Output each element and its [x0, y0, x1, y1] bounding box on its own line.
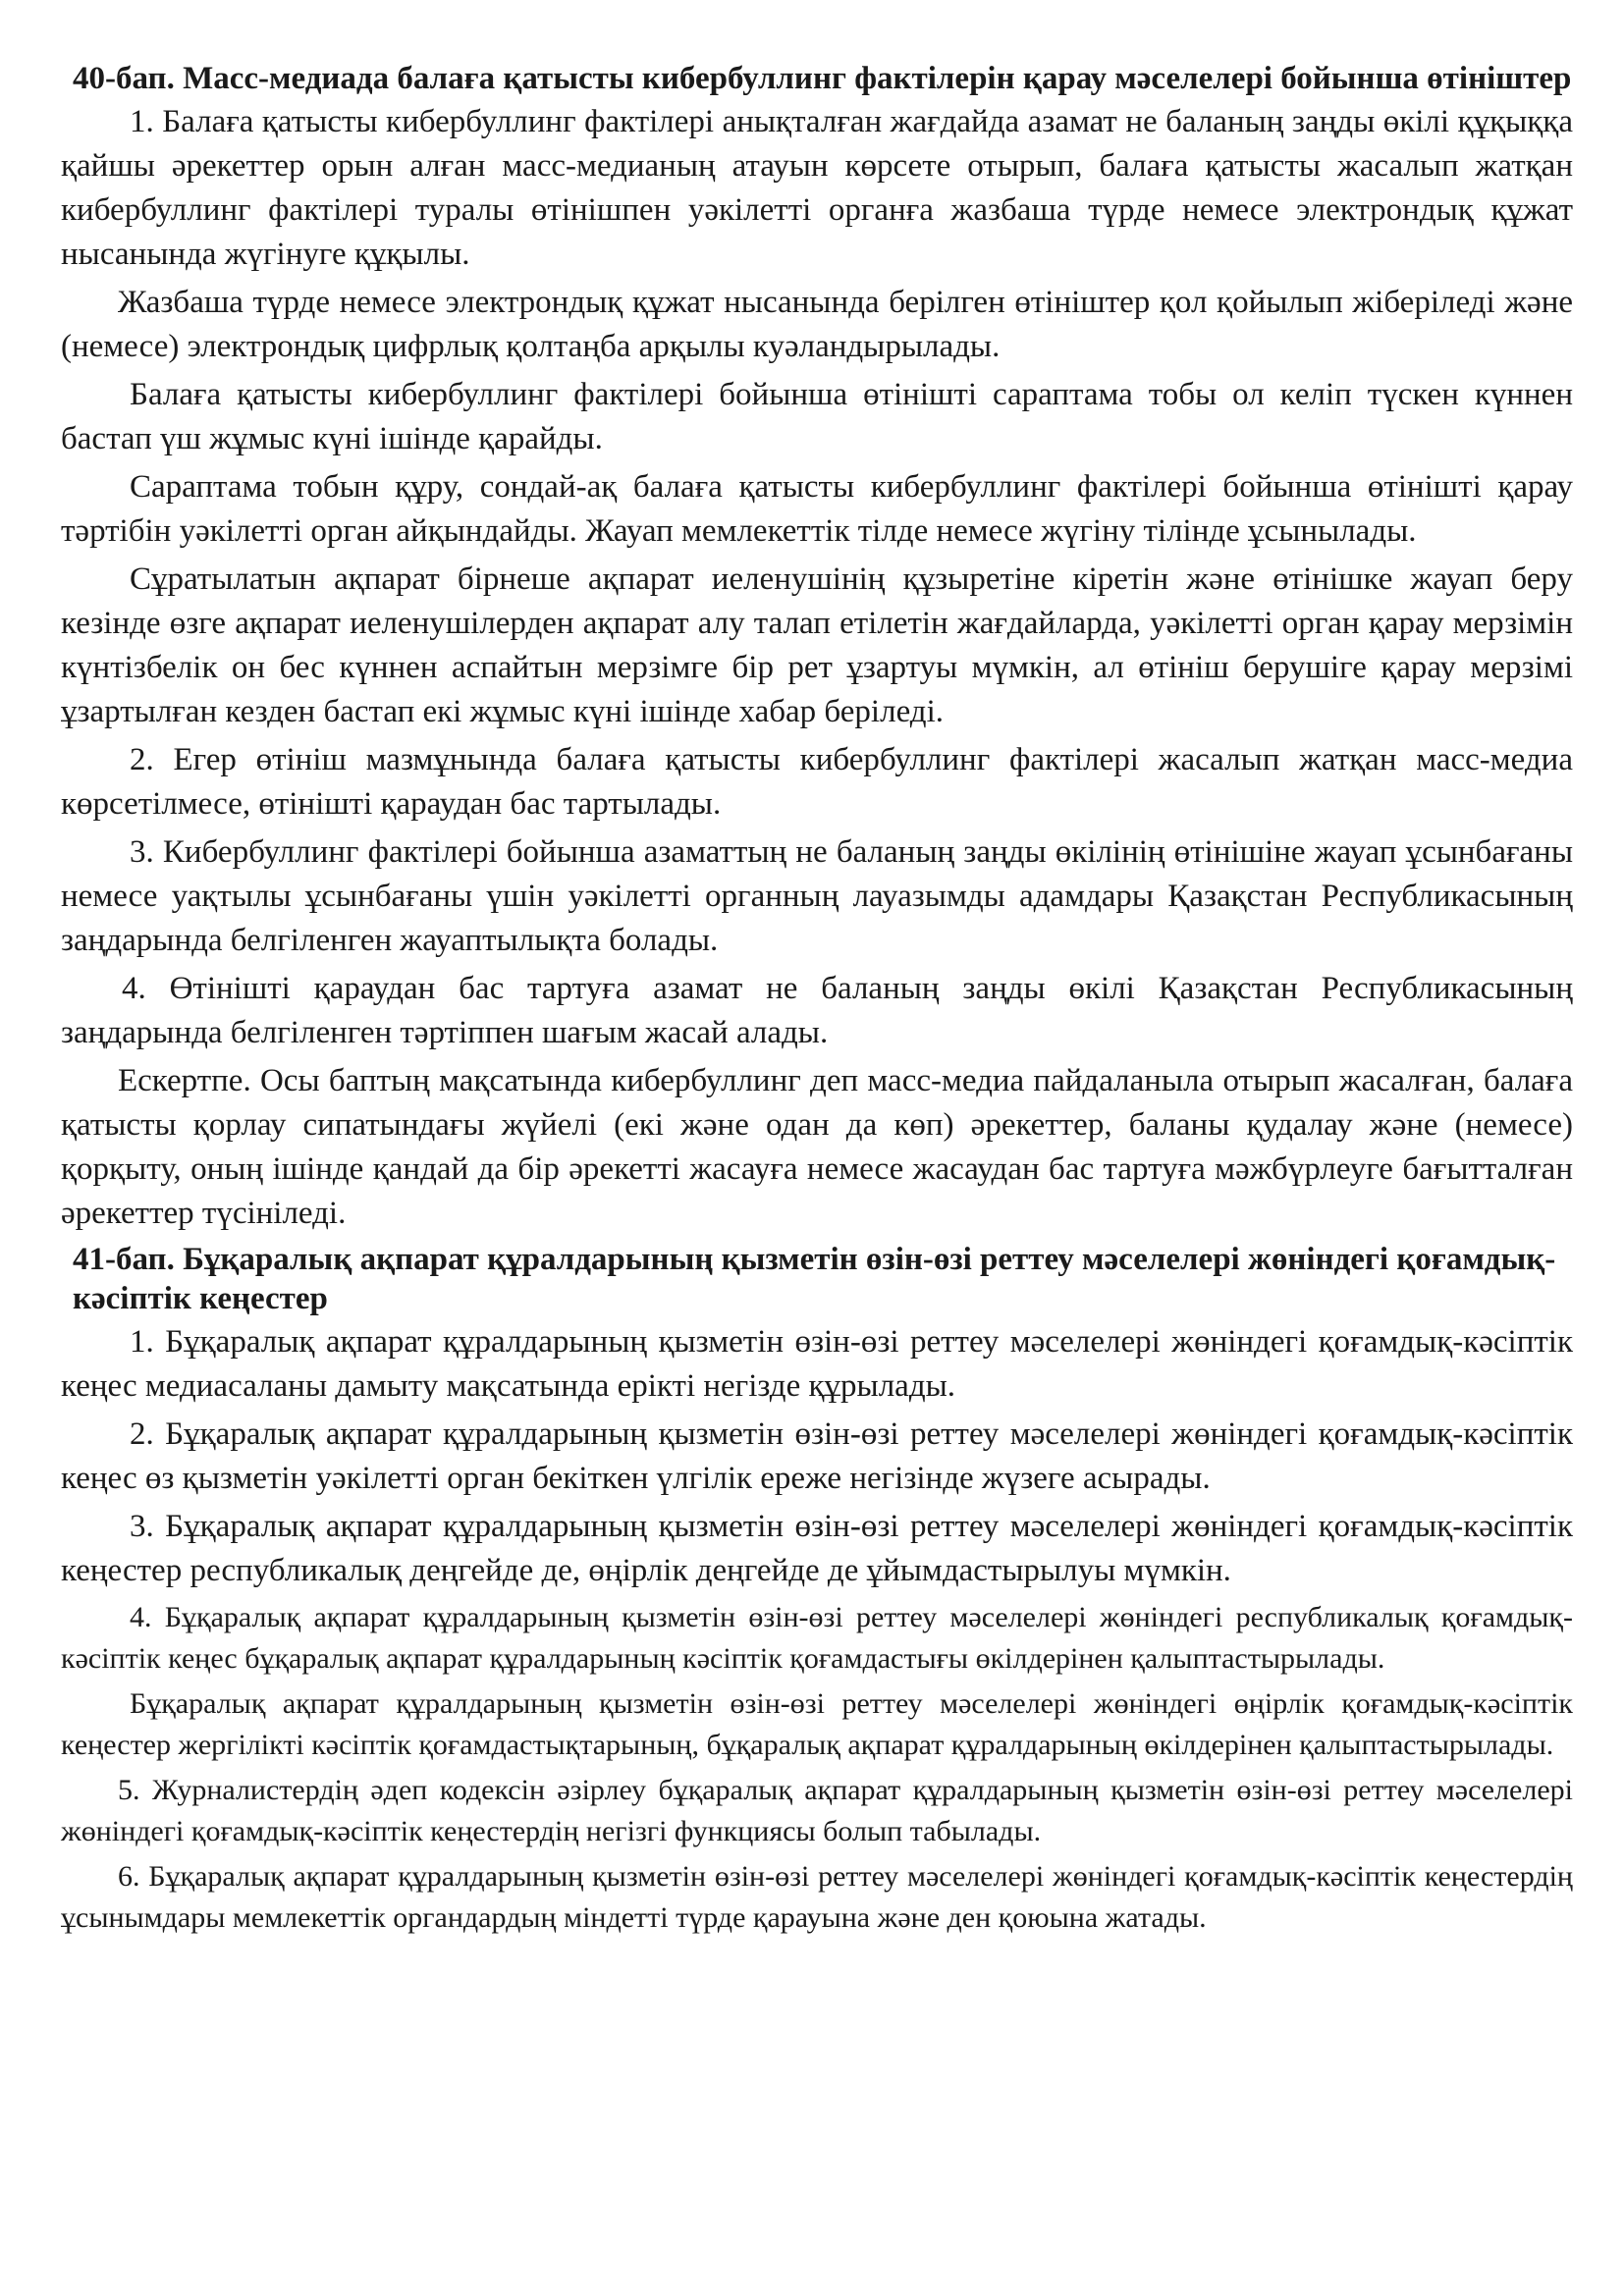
article-40-paragraph-7: 3. Кибербуллинг фактілері бойынша азаматтың не баланың заңды өкілінің өтінішіне жауап ұсынбағаны немесе уақтылы ұсынбағаны үшін уәкілетті органның лауазымды адамдары Қазақстан Республикасының заңдарында белгіленген жауаптылықта болады. — [61, 834, 1573, 958]
document-page — [61, 59, 1573, 1943]
article-40-paragraph-1: 1. Балаға қатысты кибербуллинг фактілері анықталған жағдайда азамат не баланың заңды өкілі құқыққа қайшы әрекеттер орын алған масс-медианың атауын көрсете отырып, балаға қатысты жасалып жатқан кибербуллинг фактілері туралы өтінішпен уәкілетті органға жазбаша түрде немесе электрондық құжат нысанында жүгінуге құқылы. — [61, 104, 1573, 272]
article-41-paragraph-6: 5. Журналистердің әдеп кодексін әзірлеу бұқаралық ақпарат құралдарының қызметін өзін-өзі реттеу мәселелері жөніндегі қоғамдық-кәсіптік кеңестердің негізгі функциясы болып табылады. — [61, 1774, 1573, 1847]
article-40-paragraph-3: Балаға қатысты кибербуллинг фактілері бойынша өтінішті сараптама тобы ол келіп түскен күннен бастап үш жұмыс күні ішінде қарайды. — [61, 377, 1573, 456]
article-41-paragraph-4: 4. Бұқаралық ақпарат құралдарының қызметін өзін-өзі реттеу мәселелері жөніндегі республикалық қоғамдық-кәсіптік кеңес бұқаралық ақпарат құралдарының кәсіптік қоғамдастығы өкілдерінен қалыптастырылады. — [61, 1601, 1573, 1675]
article-41-paragraph-3: 3. Бұқаралық ақпарат құралдарының қызметін өзін-өзі реттеу мәселелері жөніндегі қоғамдық-кәсіптік кеңестер республикалық деңгейде де, өңірлік деңгейде де ұйымдастырылуы мүмкін. — [61, 1509, 1573, 1588]
article-41-heading: 41-бап. Бұқаралық ақпарат құралдарының қызметін өзін-өзі реттеу мәселелері жөніндегі қоғамдық-кәсіптік кеңестер — [73, 1242, 1556, 1316]
article-40-paragraph-5: Сұратылатын ақпарат бірнеше ақпарат иеленушінің құзыретіне кіретін және өтінішке жауап беру кезінде өзге ақпарат иеленушілерден ақпарат алу талап етілетін жағдайларда, уәкілетті орган қарау мерзімін күнтізбелік он бес күннен аспайтын мерзімге бір рет ұзартуы мүмкін, ал өтініш берушіге қарау мерзімі ұзартылған кезден бастап екі жұмыс күні ішінде хабар беріледі. — [61, 561, 1573, 729]
article-41-paragraph-7: 6. Бұқаралық ақпарат құралдарының қызметін өзін-өзі реттеу мәселелері жөніндегі қоғамдық-кәсіптік кеңестердің ұсынымдары мемлекеттік органдардың міндетті түрде қарауына және ден қоюына жатады. — [61, 1860, 1573, 1934]
article-40-paragraph-2: Жазбаша түрде немесе электрондық құжат нысанында берілген өтініштер қол қойылып жіберіледі және (немесе) электрондық цифрлық қолтаңба арқылы куәландырылады. — [61, 285, 1573, 364]
article-40-paragraph-8: 4. Өтінішті қараудан бас тартуға азамат не баланың заңды өкілі Қазақстан Республикасының заңдарында белгіленген тәртіппен шағым жасай алады. — [61, 971, 1573, 1050]
article-41-paragraph-5: Бұқаралық ақпарат құралдарының қызметін өзін-өзі реттеу мәселелері жөніндегі өңірлік қоғамдық-кәсіптік кеңестер жергілікті кәсіптік қоғамдастықтарының, бұқаралық ақпарат құралдарының өкілдерінен қалыптастырылады. — [61, 1687, 1573, 1761]
article-40-heading: 40-бап. Масс-медиада балаға қатысты кибербуллинг фактілерін қарау мәселелері бойынша өтініштер — [73, 61, 1572, 96]
article-40-paragraph-4: Сараптама тобын құру, сондай-ақ балаға қатысты кибербуллинг фактілері бойынша өтінішті қарау тәртібін уәкілетті орган айқындайды. Жауап мемлекеттік тілде немесе жүгіну тілінде ұсынылады. — [61, 469, 1573, 549]
article-40-paragraph-6: 2. Егер өтініш мазмұнында балаға қатысты кибербуллинг фактілері жасалып жатқан масс-медиа көрсетілмесе, өтінішті қараудан бас тартылады. — [61, 742, 1573, 822]
article-41-paragraph-1: 1. Бұқаралық ақпарат құралдарының қызметін өзін-өзі реттеу мәселелері жөніндегі қоғамдық-кәсіптік кеңес медиасаланы дамыту мақсатында ерікті негізде құрылады. — [61, 1324, 1573, 1404]
article-40-note: Ескертпе. Осы баптың мақсатында кибербуллинг деп масс-медиа пайдаланыла отырып жасалған, балаға қатысты қорлау сипатындағы жүйелі (екі және одан да көп) әрекеттер, баланы қудалау және (немесе) қорқыту, оның ішінде қандай да бір әрекетті жасауға немесе жасаудан бас тартуға мәжбүрлеуге бағытталған әрекеттер түсініледі. — [61, 1063, 1573, 1231]
article-41-paragraph-2: 2. Бұқаралық ақпарат құралдарының қызметін өзін-өзі реттеу мәселелері жөніндегі қоғамдық-кәсіптік кеңес өз қызметін уәкілетті орган бекіткен үлгілік ереже негізінде жүзеге асырады. — [61, 1416, 1573, 1496]
